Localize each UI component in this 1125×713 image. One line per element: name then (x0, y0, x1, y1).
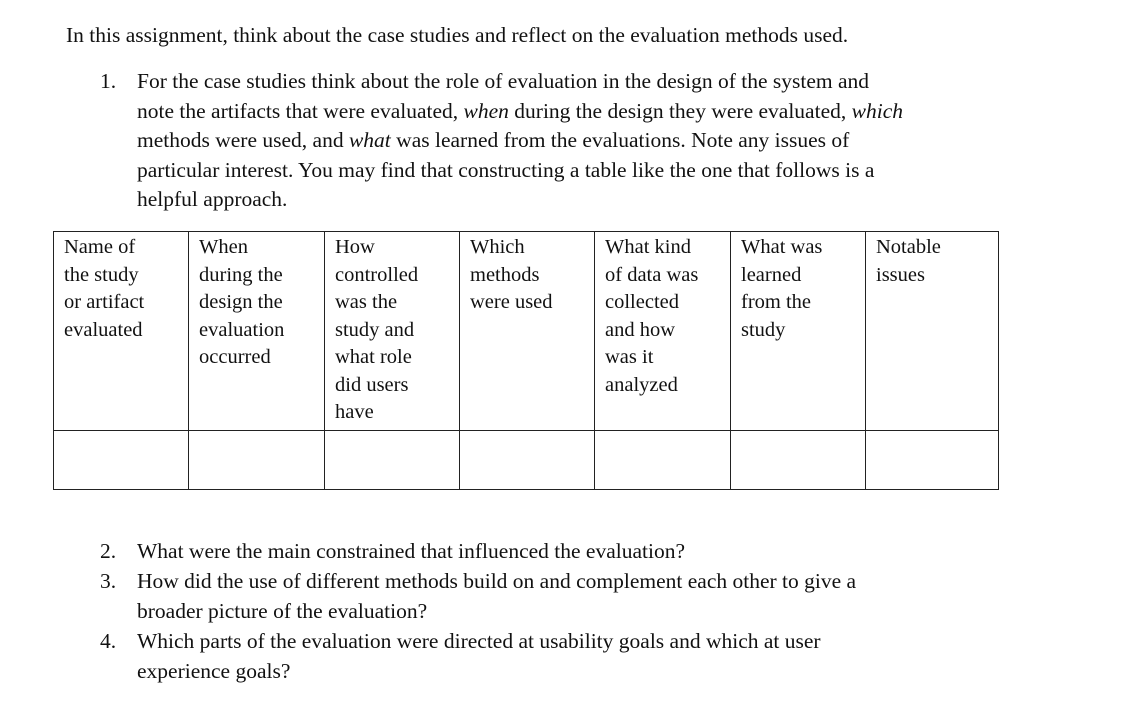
header-cell-name-of-study: Name of the study or artifact evaluated (54, 232, 189, 431)
question-1-line-1: For the case studies think about the role of evaluation in the design of the system and (137, 69, 870, 93)
header-cell-when-evaluation: When during the design the evaluation occurred (189, 232, 325, 431)
question-1-line-3: methods were used, and what was learned from the evaluations. Note any issues of (137, 128, 850, 152)
table-header-row (54, 232, 999, 431)
question-2-number: 2. (100, 539, 117, 563)
header-cell-what-learned: What was learned from the study (731, 232, 866, 431)
empty-cell (595, 431, 731, 490)
question-3-line-1: How did the use of different methods build on and complement each other to give a (137, 569, 857, 593)
empty-cell (731, 431, 866, 490)
question-1-line-5: helpful approach. (137, 187, 288, 211)
header-cell-which-methods: Which methods were used (460, 232, 595, 431)
question-1-text (137, 67, 1037, 215)
emphasis-when: when (463, 98, 509, 123)
assignment-intro: In this assignment, think about the case studies and reflect on the evaluation methods used. (66, 23, 849, 47)
empty-cell (325, 431, 460, 490)
question-2-text: What were the main constrained that influenced the evaluation? (137, 539, 686, 563)
question-3-line-2: broader picture of the evaluation? (137, 598, 428, 623)
table-row (54, 431, 999, 490)
question-4-line-2: experience goals? (137, 658, 291, 683)
question-4-line-1: Which parts of the evaluation were directed at usability goals and which at user (137, 629, 821, 653)
empty-cell (189, 431, 325, 490)
empty-cell (460, 431, 595, 490)
question-4-number: 4. (100, 629, 117, 653)
emphasis-which: which (851, 98, 903, 123)
emphasis-what: what (348, 128, 391, 152)
header-cell-notable-issues: Notable issues (866, 232, 999, 431)
question-3-number: 3. (100, 569, 117, 593)
header-cell-data-collected: What kind of data was collected and how was it analyzed (595, 232, 731, 431)
question-1-line-4: particular interest. You may find that constructing a table like the one that follows is a (137, 157, 875, 182)
question-1-number: 1. (100, 69, 117, 93)
question-1-line-2: note the artifacts that were evaluated, when during the design they were evaluated, which (137, 98, 903, 123)
header-cell-how-controlled: How controlled was the study and what role did users have (325, 232, 460, 431)
evaluation-table (53, 231, 999, 490)
empty-cell (54, 431, 189, 490)
empty-cell (866, 431, 999, 490)
